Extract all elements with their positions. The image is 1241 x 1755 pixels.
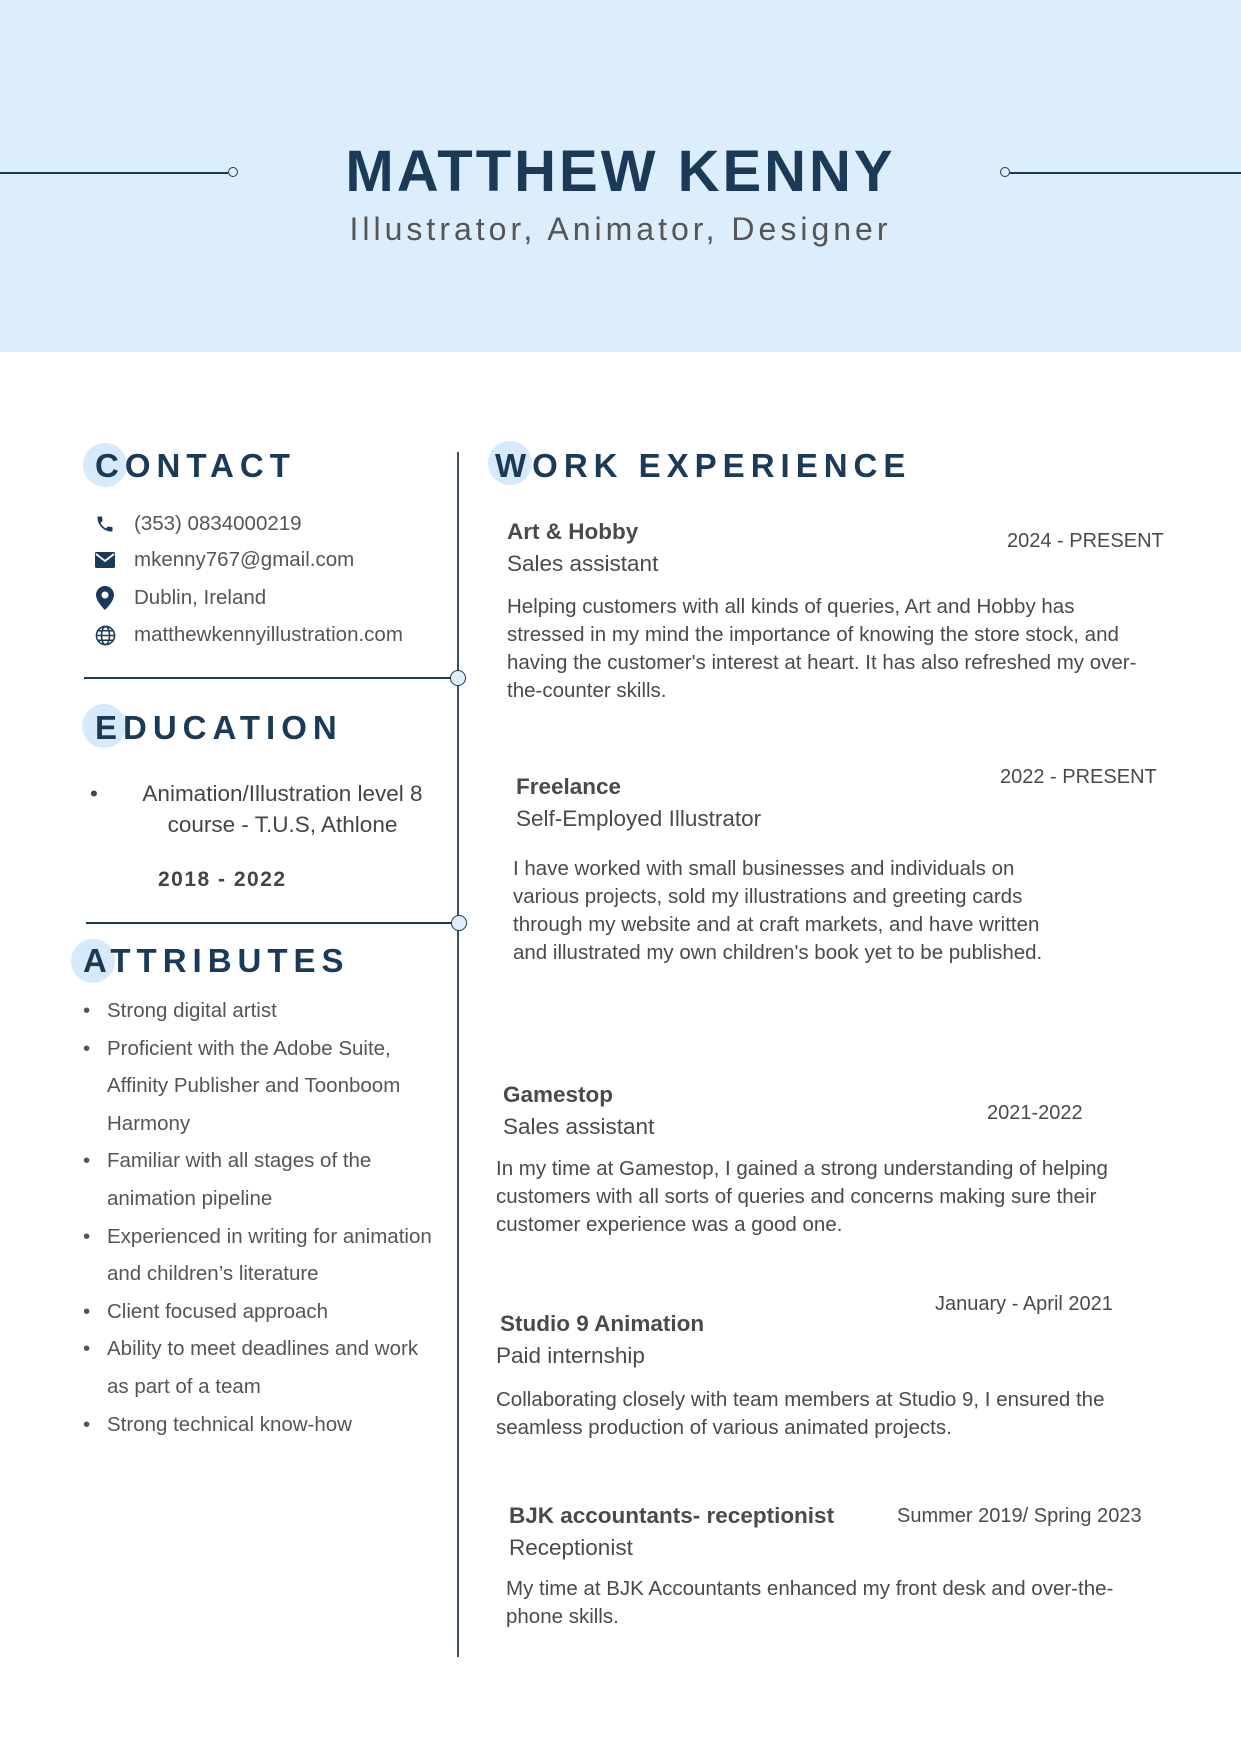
contact-phone: (353) 0834000219 bbox=[134, 512, 302, 535]
attribute-item: • Ability to meet deadlines and work as part of a team bbox=[83, 1330, 443, 1405]
job-date: 2021-2022 bbox=[987, 1102, 1083, 1124]
attribute-item: • Experienced in writing for animation and children’s literature bbox=[83, 1218, 443, 1293]
job-date: Summer 2019/ Spring 2023 bbox=[897, 1505, 1142, 1527]
job-role: Receptionist bbox=[509, 1535, 633, 1560]
education-bullet: • bbox=[90, 781, 98, 806]
job-description: In my time at Gamestop, I gained a strong understanding of helping customers with all sorts of queries and concerns making sure their customer experience was a good one. bbox=[496, 1157, 1108, 1236]
attribute-item: • Strong digital artist bbox=[83, 992, 443, 1030]
job-company: BJK accountants- receptionist bbox=[509, 1503, 835, 1528]
contact-location-row bbox=[94, 583, 266, 613]
contact-divider bbox=[84, 677, 451, 679]
header-banner bbox=[0, 0, 1241, 352]
contact-email-row bbox=[94, 545, 354, 575]
job-description: Helping customers with all kinds of queries, Art and Hobby has stressed in my mind the importance of knowing the store stock, and having the customer's interest at heart. It has also refreshed my over-the-counter skills. bbox=[507, 595, 1137, 702]
phone-icon bbox=[94, 513, 116, 535]
education-title: EDUCATION bbox=[95, 709, 343, 746]
timeline-line bbox=[457, 452, 459, 1657]
attribute-item: • Strong technical know-how bbox=[83, 1406, 443, 1444]
contact-email: mkenny767@gmail.com bbox=[134, 548, 355, 571]
location-pin-icon bbox=[94, 587, 116, 609]
attribute-item: • Proficient with the Adobe Suite, Affinity Publisher and Toonboom Harmony bbox=[83, 1030, 443, 1143]
job-description: Collaborating closely with team members at Studio 9, I ensured the seamless production of various animated projects. bbox=[496, 1388, 1105, 1439]
job-company: Gamestop bbox=[503, 1082, 614, 1107]
job-role: Sales assistant bbox=[503, 1114, 655, 1139]
job-date: January - April 2021 bbox=[935, 1293, 1113, 1315]
job-company: Art & Hobby bbox=[507, 519, 639, 544]
attributes-list bbox=[83, 992, 443, 1443]
job-description: My time at BJK Accountants enhanced my front desk and over-the-phone skills. bbox=[506, 1577, 1114, 1628]
attributes-title: ATTRIBUTES bbox=[83, 942, 350, 979]
contact-website: matthewkennyillustration.com bbox=[134, 623, 403, 646]
education-divider bbox=[86, 922, 452, 924]
job-description: I have worked with small businesses and individuals on various projects, sold my illustrations and greeting cards through my website and at craft markets, and have written and illustrated my own children's book yet to be published. bbox=[513, 857, 1043, 964]
job-role: Sales assistant bbox=[507, 551, 659, 576]
education-course: Animation/Illustration level 8 course - T.U.S, Athlone bbox=[142, 781, 423, 837]
attribute-item: • Client focused approach bbox=[83, 1293, 443, 1331]
person-subtitle: Illustrator, Animator, Designer bbox=[349, 211, 892, 247]
education-years: 2018 - 2022 bbox=[158, 868, 287, 891]
job-company: Studio 9 Animation bbox=[500, 1311, 705, 1336]
contact-website-row bbox=[94, 620, 403, 650]
email-icon bbox=[94, 549, 116, 571]
job-company: Freelance bbox=[516, 774, 622, 799]
globe-icon bbox=[94, 624, 116, 646]
job-date: 2022 - PRESENT bbox=[1000, 766, 1157, 788]
timeline-node-1 bbox=[450, 670, 466, 686]
job-role: Paid internship bbox=[496, 1343, 645, 1368]
attribute-item: • Familiar with all stages of the animation pipeline bbox=[83, 1142, 443, 1217]
work-title: WORK EXPERIENCE bbox=[495, 447, 912, 484]
contact-location: Dublin, Ireland bbox=[134, 586, 267, 609]
person-name: MATTHEW KENNY bbox=[345, 139, 896, 204]
contact-title: CONTACT bbox=[95, 447, 296, 484]
timeline-node-2 bbox=[451, 915, 467, 931]
job-role: Self-Employed Illustrator bbox=[516, 806, 762, 831]
contact-phone-row bbox=[94, 509, 302, 539]
job-date: 2024 - PRESENT bbox=[1007, 530, 1164, 552]
education-item bbox=[90, 778, 440, 840]
